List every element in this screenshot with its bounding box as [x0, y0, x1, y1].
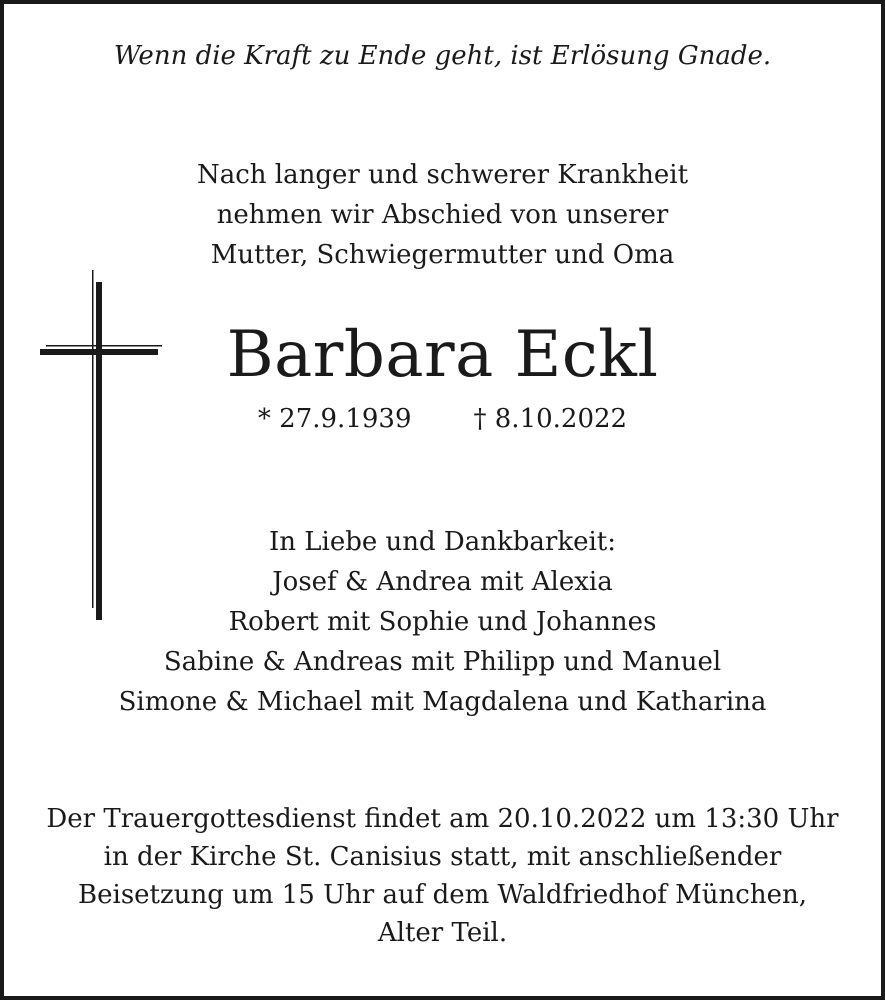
- deceased-name: Barbara Eckl: [226, 318, 659, 392]
- family-list: [0, 522, 885, 722]
- intro-text: [0, 155, 885, 275]
- death-date: † 8.10.2022: [473, 404, 628, 434]
- service-info: [0, 800, 885, 952]
- motto: Wenn die Kraft zu Ende geht, ist Erlösung Gnade.: [113, 41, 772, 71]
- service-line: Der Trauergottesdienst findet am 20.10.2022 um 13:30 Uhr: [46, 804, 839, 834]
- service-line: in der Kirche St. Canisius statt, mit anschließender: [103, 842, 782, 872]
- family-line: Robert mit Sophie und Johannes: [228, 607, 657, 637]
- intro-line: Mutter, Schwiegermutter und Oma: [210, 240, 675, 270]
- life-dates: [0, 400, 885, 438]
- service-line: Alter Teil.: [377, 918, 508, 948]
- family-heading: In Liebe und Dankbarkeit:: [268, 527, 617, 557]
- family-line: Sabine & Andreas mit Philipp und Manuel: [163, 647, 722, 677]
- intro-line: Nach langer und schwerer Krankheit: [196, 160, 689, 190]
- intro-line: nehmen wir Abschied von unserer: [216, 200, 669, 230]
- family-line: Josef & Andrea mit Alexia: [272, 567, 613, 597]
- service-line: Beisetzung um 15 Uhr auf dem Waldfriedhof München,: [78, 880, 807, 910]
- birth-date: * 27.9.1939: [257, 404, 412, 434]
- family-line: Simone & Michael mit Magdalena und Katharina: [118, 687, 767, 717]
